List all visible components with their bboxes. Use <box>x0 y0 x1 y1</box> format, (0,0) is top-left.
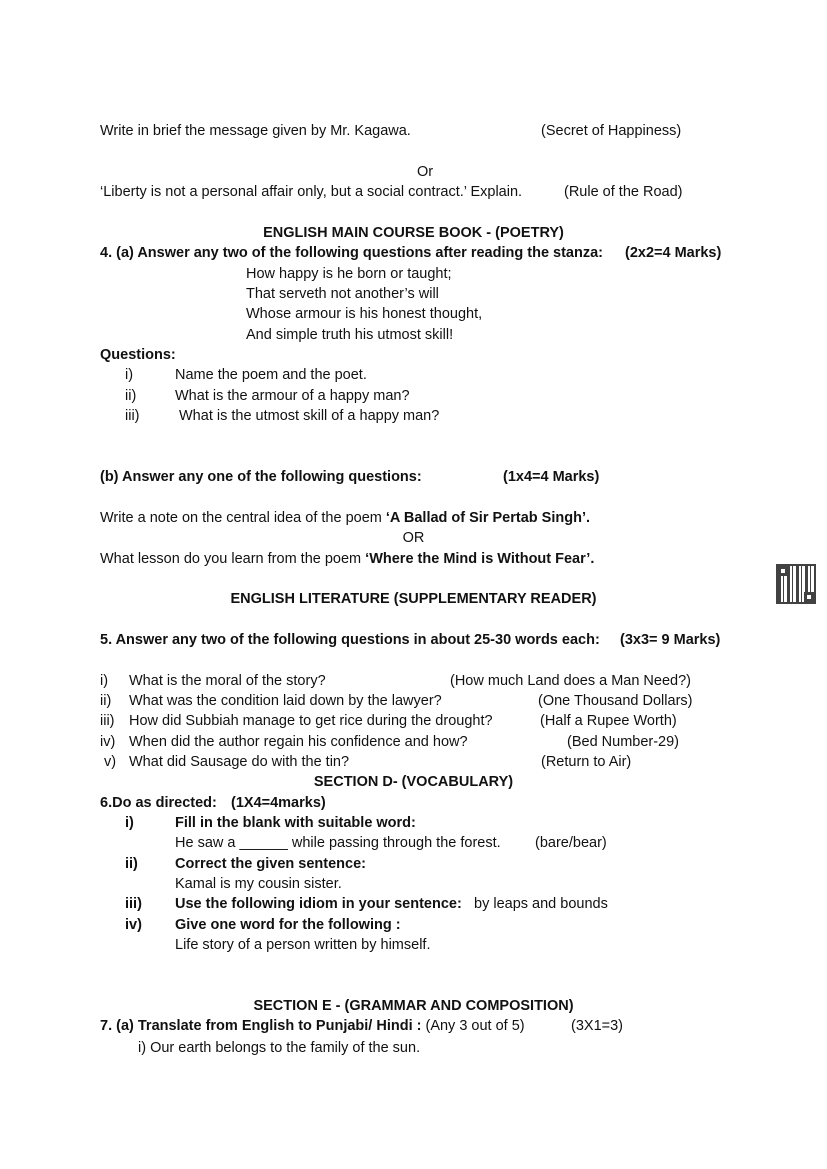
source-kagawa: (Secret of Happiness) <box>541 123 682 139</box>
story-source: (Half a Rupee Worth) <box>540 713 677 729</box>
question-text: How did Subbiah manage to get rice during the drought? <box>129 713 493 729</box>
poetry-heading: ENGLISH MAIN COURSE BOOK - (POETRY) <box>263 225 564 241</box>
question-text: What is the utmost skill of a happy man? <box>179 408 440 424</box>
question-number: iii) <box>125 896 142 912</box>
q4a-marks: (2x2=4 Marks) <box>625 245 722 261</box>
question-number: i) <box>125 367 134 383</box>
task-detail: Kamal is my cousin sister. <box>175 876 342 892</box>
q7-marks: (3X1=3) <box>571 1018 623 1034</box>
q4b-instruction: (b) Answer any one of the following questions: <box>100 469 422 485</box>
task-title: Give one word for the following : <box>175 917 401 933</box>
question-number: i) <box>125 815 134 831</box>
story-source: (How much Land does a Man Need?) <box>450 673 691 689</box>
task-title: Use the following idiom in your sentence: <box>175 896 462 912</box>
questions-label: Questions: <box>100 347 176 363</box>
source-liberty: (Rule of the Road) <box>564 184 683 200</box>
question-text: What was the condition laid down by the lawyer? <box>129 693 442 709</box>
story-source: (Return to Air) <box>541 754 632 770</box>
question-number: iv) <box>100 734 116 750</box>
translation-item: i) Our earth belongs to the family of the sun. <box>138 1040 421 1056</box>
question-number: v) <box>104 754 117 770</box>
or-separator: Or <box>417 164 434 180</box>
q5-marks: (3x3= 9 Marks) <box>620 632 721 648</box>
q4b-option-2: What lesson do you learn from the poem ‘Where the Mind is Without Fear’. <box>100 551 595 567</box>
literature-heading: ENGLISH LITERATURE (SUPPLEMENTARY READER) <box>230 591 597 607</box>
q4b-option-1: Write a note on the central idea of the poem ‘A Ballad of Sir Pertab Singh’. <box>100 510 590 526</box>
question-number: iv) <box>125 917 142 933</box>
question-liberty: ‘Liberty is not a personal affair only, but a social contract.’ Explain. <box>100 184 523 200</box>
vocab-heading: SECTION D- (VOCABULARY) <box>313 774 514 790</box>
q5-instruction: 5. Answer any two of the following questions in about 25-30 words each: <box>100 632 600 648</box>
question-number: iii) <box>100 713 115 729</box>
or-separator: OR <box>402 530 425 546</box>
stanza-line: And simple truth his utmost skill! <box>246 327 454 343</box>
question-number: ii) <box>125 856 138 872</box>
question-text: What did Sausage do with the tin? <box>129 754 350 770</box>
task-options: (bare/bear) <box>535 835 607 851</box>
grammar-heading: SECTION E - (GRAMMAR AND COMPOSITION) <box>253 998 574 1014</box>
question-number: iii) <box>125 408 140 424</box>
question-kagawa: Write in brief the message given by Mr. Kagawa. <box>100 123 411 139</box>
question-text: What is the moral of the story? <box>129 673 326 689</box>
idiom-text: by leaps and bounds <box>474 896 608 912</box>
question-number: i) <box>100 673 109 689</box>
question-text: What is the armour of a happy man? <box>175 388 410 404</box>
q4b-marks: (1x4=4 Marks) <box>503 469 600 485</box>
task-detail: Life story of a person written by himself. <box>175 937 431 953</box>
question-text: When did the author regain his confidence and how? <box>129 734 468 750</box>
q6-marks: (1X4=4marks) <box>231 795 326 811</box>
question-text: Name the poem and the poet. <box>175 367 367 383</box>
question-number: ii) <box>100 693 112 709</box>
task-title: Correct the given sentence: <box>175 856 366 872</box>
q7-instruction: 7. (a) Translate from English to Punjabi/ Hindi : (Any 3 out of 5) <box>100 1018 525 1034</box>
story-source: (One Thousand Dollars) <box>538 693 693 709</box>
stanza-line: Whose armour is his honest thought, <box>246 306 483 322</box>
stanza-line: That serveth not another’s will <box>246 286 439 302</box>
story-source: (Bed Number-29) <box>567 734 680 750</box>
question-number: ii) <box>125 388 137 404</box>
task-title: Fill in the blank with suitable word: <box>175 815 416 831</box>
q6-instruction: 6.Do as directed: <box>100 795 217 811</box>
q4a-instruction: 4. (a) Answer any two of the following questions after reading the stanza: <box>100 245 603 261</box>
task-detail: He saw a ______ while passing through the forest. <box>175 835 501 851</box>
stanza-line: How happy is he born or taught; <box>246 266 452 282</box>
